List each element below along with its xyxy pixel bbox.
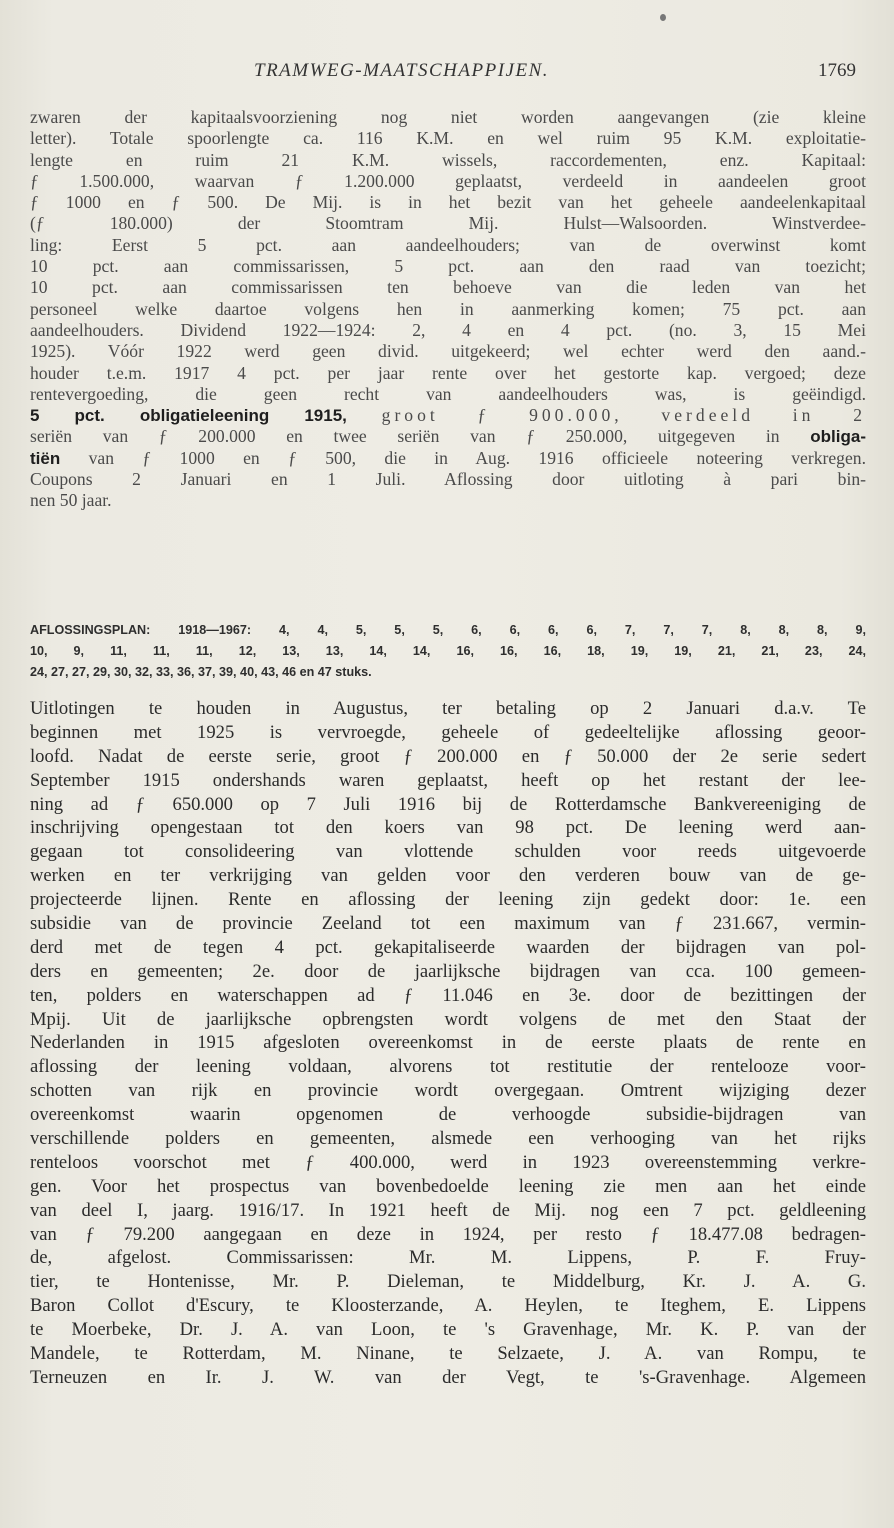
- page-number: 1769: [818, 60, 856, 81]
- loan-series-line: [30, 426, 866, 447]
- loan-obligations-word-end: tiën: [30, 448, 61, 468]
- page-header: [0, 60, 894, 86]
- text-line: ƒ 1000 en ƒ 500. De Mij. is in het bezit van het geheele aandeelenkapitaal: [30, 192, 866, 213]
- text-line: September 1915 ondershands waren geplaatst, heeft op het restant der lee-: [30, 769, 866, 791]
- text-line: ƒ 1.500.000, waarvan ƒ 1.200.000 geplaatst, verdeeld in aandeelen groot: [30, 170, 866, 191]
- text-line: (ƒ 180.000) der Stoomtram Mij. Hulst—Walsoorden. Winstverdee-: [30, 213, 866, 234]
- loan-heading-line: [30, 405, 866, 426]
- text-line: 10 pct. aan commissarissen ten behoeve van die leden van het: [30, 277, 866, 298]
- loan-heading: 5 pct. obligatieleening 1915,: [30, 406, 347, 426]
- text-line: Uitlotingen te houden in Augustus, ter betaling op 2 Januari d.a.v. Te: [30, 698, 866, 719]
- printed-dot: [660, 14, 666, 21]
- loan-obligations-word: obliga-: [810, 427, 866, 447]
- text-line: tier, te Hontenisse, Mr. P. Dieleman, te Middelburg, Kr. J. A. G.: [30, 1271, 866, 1293]
- text-line: werken en ter verkrijging van gelden voor den verderen bouw van de ge-: [30, 865, 866, 887]
- text-line: renteloos voorschot met ƒ 400.000, werd in 1923 overeenstemming verkre-: [30, 1151, 866, 1173]
- text-line: projecteerde lijnen. Rente en aflossing der leening zijn gedekt door: 1e. een: [30, 889, 866, 911]
- amortization-schedule: [30, 620, 866, 683]
- text-line: Mandele, te Rotterdam, M. Ninane, te Selzaete, J. A. van Rompu, te: [30, 1343, 866, 1365]
- loan-series-text: seriën van ƒ 200.000 en twee seriën van ƒ 250.000, uitgegeven in: [30, 426, 780, 447]
- text-line: aflossing der leening voldaan, alvorens tot restitutie der rentelooze voor-: [30, 1056, 866, 1078]
- loan-denominations-text: van ƒ 1000 en ƒ 500, die in Aug. 1916 officieele noteering verkregen.: [88, 447, 866, 468]
- text-line: de, afgelost. Commissarissen: Mr. M. Lippens, P. F. Fruy-: [30, 1247, 866, 1269]
- text-line: van ƒ 79.200 aangegaan en deze in 1924, per resto ƒ 18.477.08 bedragen-: [30, 1223, 866, 1245]
- text-line: lengte en ruim 21 K.M. wissels, raccordementen, enz. Kapitaal:: [30, 149, 866, 170]
- text-line: subsidie van de provincie Zeeland tot een maximum van ƒ 231.667, vermin-: [30, 913, 866, 935]
- text-line: te Moerbeke, Dr. J. A. van Loon, te 's Gravenhage, Mr. K. P. van der: [30, 1319, 866, 1341]
- text-line: verschillende polders en gemeenten, alsmede een verhooging van het rijks: [30, 1128, 866, 1150]
- text-line: inschrijving opengestaan tot den koers van 98 pct. De leening werd aan-: [30, 817, 866, 839]
- paragraph-drawings: [30, 697, 866, 1390]
- amortization-line: 10, 9, 11, 11, 11, 12, 13, 13, 14, 14, 16, 16, 16, 18, 19, 19, 21, 21, 23, 24,: [30, 644, 866, 658]
- text-line: ders en gemeenten; 2e. door de jaarlijksche bijdragen van cca. 100 gemeen-: [30, 960, 866, 982]
- text-line: houder t.e.m. 1917 4 pct. per jaar rente over het gestorte kap. vergoed; deze: [30, 362, 866, 383]
- loan-amount-text: groot ƒ 900.000, verdeeld in 2: [381, 405, 866, 426]
- text-line: 10 pct. aan commissarissen, 5 pct. aan den raad van toezicht;: [30, 256, 866, 277]
- text-line: loofd. Nadat de eerste serie, groot ƒ 200.000 en ƒ 50.000 der 2e serie sedert: [30, 745, 866, 767]
- text-line: schotten van rijk en provincie wordt overgegaan. Omtrent wijziging dezer: [30, 1080, 866, 1102]
- text-line: ling: Eerst 5 pct. aan aandeelhouders; van de overwinst komt: [30, 234, 866, 255]
- text-line: Mpij. Uit de jaarlijksche opbrengsten wordt volgens de met den Staat der: [30, 1008, 866, 1030]
- text-line: gegaan tot consolideering van vlottende schulden voor reeds uitgevoerde: [30, 841, 866, 863]
- text-line: aandeelhouders. Dividend 1922—1924: 2, 4 en 4 pct. (no. 3, 15 Mei: [30, 319, 866, 340]
- amortization-line: AFLOSSINGSPLAN: 1918—1967: 4, 4, 5, 5, 5, 6, 6, 6, 6, 7, 7, 7, 8, 8, 8, 9,: [30, 623, 866, 637]
- text-line: zwaren der kapitaalsvoorziening nog niet worden aangevangen (zie kleine: [30, 107, 866, 127]
- amortization-line: 24, 27, 27, 29, 30, 32, 33, 36, 37, 39, 40, 43, 46 en 47 stuks.: [30, 665, 372, 679]
- text-line: letter). Totale spoorlengte ca. 116 K.M. en wel ruim 95 K.M. exploitatie-: [30, 128, 866, 149]
- text-line: personeel welke daartoe volgens hen in aanmerking komen; 75 pct. aan: [30, 298, 866, 319]
- text-line: ning ad ƒ 650.000 op 7 Juli 1916 bij de Rotterdamsche Bankvereeniging de: [30, 793, 866, 815]
- loan-denominations-line: [30, 448, 866, 469]
- text-line: rentevergoeding, die geen recht van aandeelhouders was, is geëindigd.: [30, 383, 866, 404]
- text-line: 1925). Vóór 1922 werd geen divid. uitgekeerd; wel echter werd den aand.-: [30, 341, 866, 362]
- text-line: derd met de tegen 4 pct. gekapitaliseerde waarden der bijdragen van pol-: [30, 936, 866, 958]
- paragraph-capital: [30, 107, 866, 512]
- text-line: ten, polders en waterschappen ad ƒ 11.046 en 3e. door de bezittingen der: [30, 984, 866, 1006]
- text-line: overeenkomst waarin opgenomen de verhoogde subsidie-bijdragen van: [30, 1104, 866, 1126]
- text-line: Baron Collot d'Escury, te Kloosterzande, A. Heylen, te Iteghem, E. Lippens: [30, 1295, 866, 1317]
- loan-coupons-line: Coupons 2 Januari en 1 Juli. Aflossing door uitloting à pari bin-: [30, 469, 866, 490]
- text-line: Terneuzen en Ir. J. W. van der Vegt, te 's-Gravenhage. Algemeen: [30, 1366, 866, 1388]
- text-line: van deel I, jaarg. 1916/17. In 1921 heeft de Mij. nog een 7 pct. geldleening: [30, 1199, 866, 1221]
- text-line: gen. Voor het prospectus van bovenbedoelde leening zie men aan het einde: [30, 1175, 866, 1197]
- text-line: beginnen met 1925 is vervroegde, geheele of gedeeltelijke aflossing geoor-: [30, 721, 866, 743]
- running-title: TRAMWEG-MAATSCHAPPIJEN.: [254, 60, 549, 81]
- loan-term-line: nen 50 jaar.: [30, 490, 112, 511]
- text-line: Nederlanden in 1915 afgesloten overeenkomst in de eerste plaats de rente en: [30, 1032, 866, 1054]
